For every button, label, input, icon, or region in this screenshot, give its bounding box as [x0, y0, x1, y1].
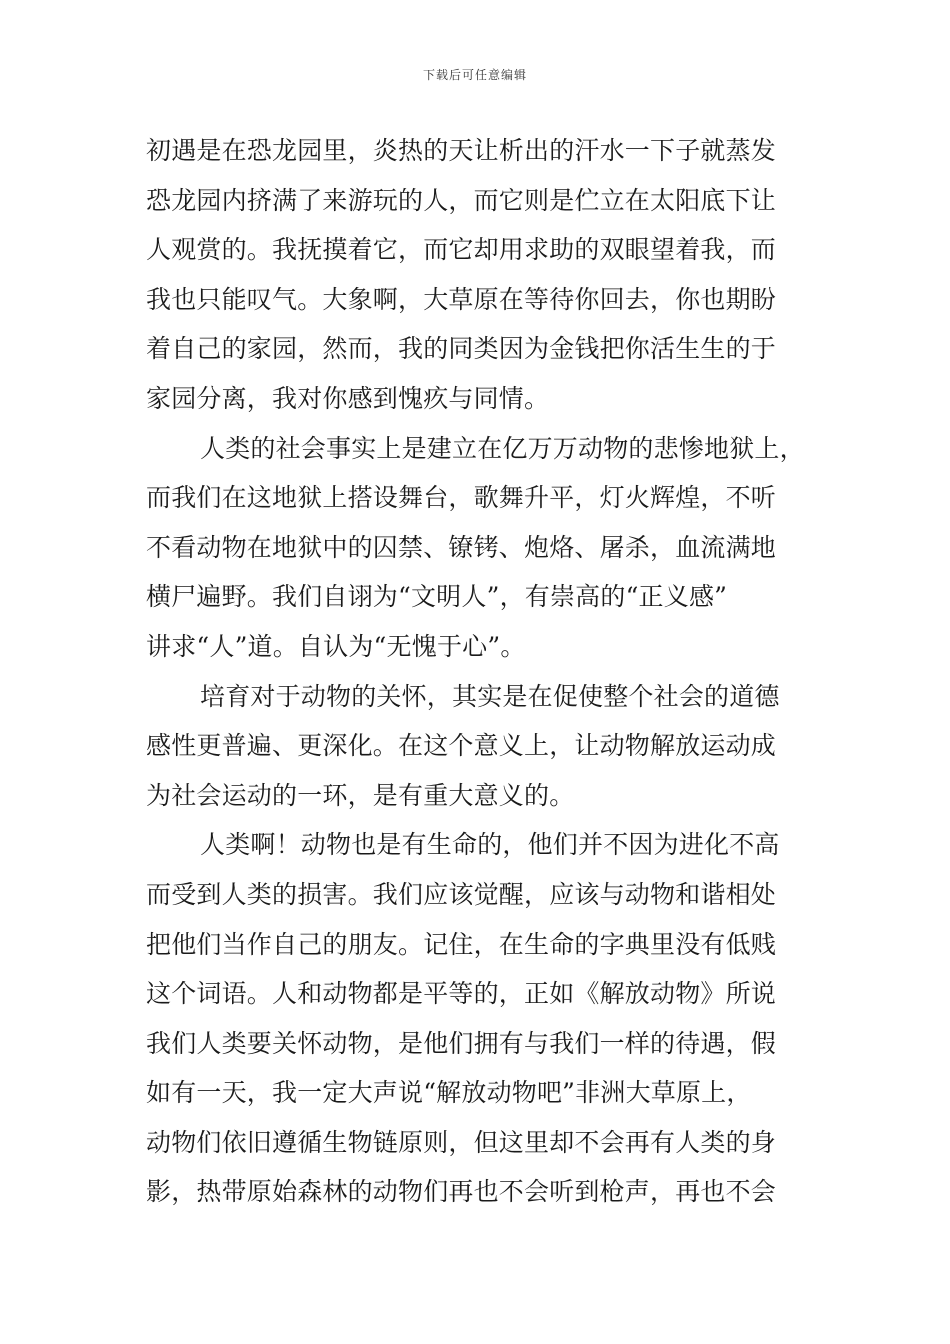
- text-line-first: 培育对于动物的关怀，其实是在促使整个社会的道德: [200, 681, 780, 711]
- text-line: 动物们依旧遵循生物链原则，但这里却不会再有人类的身: [146, 1127, 777, 1157]
- paragraph-4: [146, 820, 826, 1217]
- text-line: 我们人类要关怀动物，是他们拥有与我们一样的待遇，假: [146, 1028, 777, 1058]
- text-line: 影，热带原始森林的动物们再也不会听到枪声，再也不会: [146, 1177, 777, 1207]
- text-line: 初遇是在恐龙园里，炎热的天让析出的汗水一下子就蒸发: [146, 136, 777, 165]
- paragraph-2: [146, 424, 826, 672]
- text-line-first: 人类啊！动物也是有生命的，他们并不因为进化不高: [200, 830, 780, 860]
- text-line: 这个词语。人和动物都是平等的，正如《解放动物》所说: [146, 979, 777, 1009]
- text-line: 横尸遍野。我们自诩为“文明人”，有崇高的“正义感”: [146, 582, 728, 612]
- text-line: 而我们在这地狱上搭设舞台，歌舞升平，灯火辉煌，不听: [146, 483, 777, 513]
- text-line: 恐龙园内挤满了来游玩的人，而它则是伫立在太阳底下让: [146, 185, 777, 215]
- text-line: 而受到人类的损害。我们应该觉醒，应该与动物和谐相处: [146, 879, 777, 909]
- text-line: 不看动物在地狱中的囚禁、镣铐、炮烙、屠杀，血流满地: [146, 532, 777, 562]
- text-line: 如有一天，我一定大声说“解放动物吧”非洲大草原上，: [146, 1078, 752, 1108]
- page-header: 下载后可任意编辑: [422, 68, 527, 82]
- text-line: 把他们当作自己的朋友。记住，在生命的字典里没有低贱: [146, 929, 777, 959]
- text-line-first: 人类的社会事实上是建立在亿万万动物的悲惨地狱上，: [200, 433, 805, 463]
- text-line: 家园分离，我对你感到愧疚与同情。: [146, 383, 550, 413]
- text-line: 人观赏的。我抚摸着它，而它却用求助的双眼望着我，而: [146, 235, 777, 265]
- document-body: [146, 126, 826, 1217]
- paragraph-3: [146, 672, 826, 821]
- text-line: 讲求“人”道。自认为“无愧于心”。: [146, 631, 526, 661]
- paragraph-1: [146, 126, 826, 424]
- text-line: 感性更普遍、更深化。在这个意义上，让动物解放运动成: [146, 731, 777, 761]
- text-line: 着自己的家园，然而，我的同类因为金钱把你活生生的于: [146, 334, 777, 364]
- text-line: 我也只能叹气。大象啊，大草原在等待你回去，你也期盼: [146, 284, 777, 314]
- text-line: 为社会运动的一环，是有重大意义的。: [146, 780, 575, 810]
